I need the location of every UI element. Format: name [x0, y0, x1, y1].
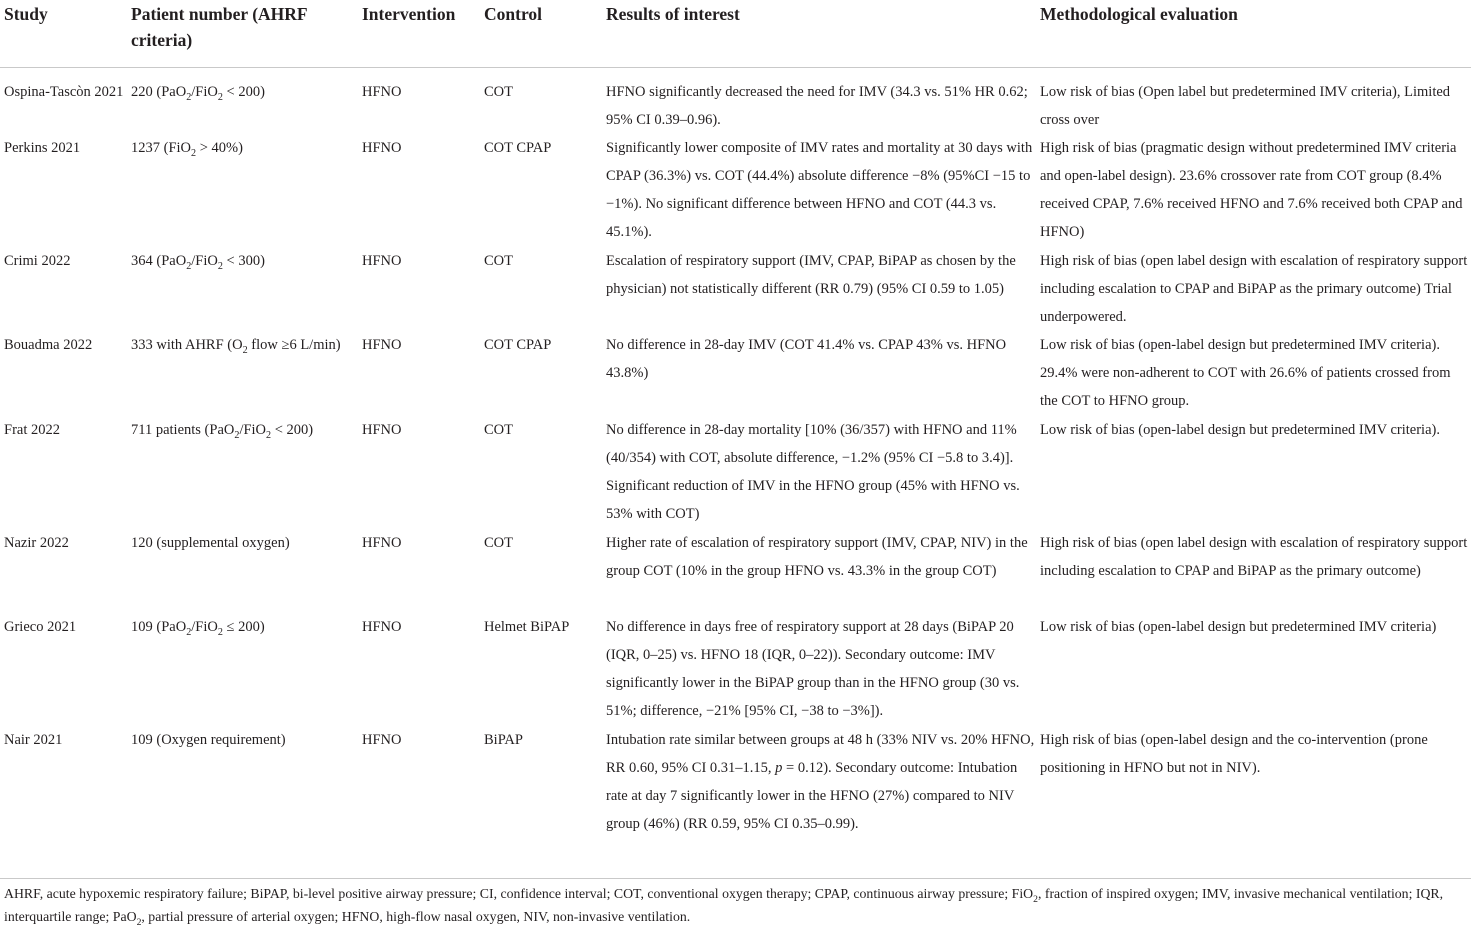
cell-study: [0, 134, 131, 246]
cell-study: [0, 78, 131, 134]
control-text: Helmet BiPAP: [484, 619, 570, 635]
patient-subscript: 2: [217, 260, 223, 272]
intervention-text: HFNO: [362, 535, 402, 551]
patient-subscript: 2: [217, 626, 223, 638]
intervention-text: HFNO: [362, 253, 402, 269]
control-text: COT: [484, 253, 513, 269]
patient-subscript: 2: [217, 91, 223, 103]
patient-text: /FiO: [191, 253, 218, 269]
control-text: COT: [484, 535, 513, 551]
methodology-text: Low risk of bias (Open label but predetermined IMV criteria), Limited cross over: [1040, 84, 1451, 128]
patient-subscript: 2: [234, 429, 240, 441]
cell-methodology: [1040, 247, 1471, 331]
patient-text: 1237 (FiO: [131, 140, 192, 156]
header-intervention: Intervention: [362, 4, 456, 24]
patient-text: /FiO: [191, 619, 218, 635]
header-results: Results of interest: [606, 4, 740, 24]
study-name: Perkins 2021: [4, 140, 81, 156]
cell-study: [0, 613, 131, 725]
patient-subscript: 2: [186, 626, 192, 638]
cell-study: [0, 416, 131, 528]
methodology-text: High risk of bias (open-label design and the co-intervention (prone positioning in HFNO but not in NIV).: [1040, 732, 1428, 776]
table-row: [0, 134, 1471, 246]
cell-control: [484, 613, 606, 725]
table-row: [0, 78, 1471, 134]
patient-text: 120 (supplemental oxygen): [131, 535, 290, 551]
methodology-text: High risk of bias (pragmatic design without predetermined IMV criteria and open-label design). 23.6% crossover rate from COT group (8.4% received CPAP, 7.6% received HFNO and 7.6% received both CPAP and HFNO): [1040, 140, 1463, 240]
cell-control: [484, 134, 606, 246]
results-text: HFNO significantly decreased the need for IMV (34.3 vs. 51% HR 0.62; 95% CI 0.39–0.96).: [606, 84, 1028, 128]
cell-control: [484, 416, 606, 528]
cell-results: [606, 247, 1040, 331]
patient-subscript: 2: [186, 91, 192, 103]
footnote-text-c: , partial pressure of arterial oxygen; HFNO, high-flow nasal oxygen, NIV, non-invasive ventilation.: [141, 909, 691, 924]
patient-text: 364 (PaO: [131, 253, 187, 269]
cell-results: [606, 529, 1040, 585]
study-name: Frat 2022: [4, 422, 60, 438]
patient-text: < 300): [222, 253, 265, 269]
cell-patient-number: [131, 613, 362, 725]
table-row: [0, 331, 1471, 415]
results-p-value: p: [775, 760, 783, 776]
cell-study: [0, 529, 131, 585]
study-name: Ospina-Tascòn 2021: [4, 84, 124, 100]
methodology-text: Low risk of bias (open-label design but predetermined IMV criteria). 29.4% were non-adherent to COT with 26.6% of patients crossed from the COT to HFNO group.: [1040, 337, 1451, 409]
cell-methodology: [1040, 726, 1471, 838]
methodology-text: Low risk of bias (open-label design but predetermined IMV criteria): [1040, 619, 1437, 635]
table-row: [0, 726, 1471, 838]
footnote-text-a: AHRF, acute hypoxemic respiratory failure; BiPAP, bi-level positive airway pressure; CI, confidence interval; COT, conventional oxygen therapy; CPAP, continuous airway pressure; FiO: [4, 886, 1034, 901]
cell-results: [606, 78, 1040, 134]
patient-text: < 200): [271, 422, 314, 438]
cell-intervention: [362, 529, 484, 585]
patient-text: ≤ 200): [222, 619, 265, 635]
patient-text: 109 (PaO: [131, 619, 187, 635]
patient-text: 711 patients (PaO: [131, 422, 235, 438]
cell-methodology: [1040, 78, 1471, 134]
control-text: BiPAP: [484, 732, 523, 748]
study-name: Grieco 2021: [4, 619, 77, 635]
footer-divider: [0, 878, 1471, 879]
results-text: No difference in 28-day IMV (COT 41.4% vs. CPAP 43% vs. HFNO 43.8%): [606, 337, 1007, 381]
cell-patient-number: [131, 134, 362, 246]
table-row: [0, 613, 1471, 725]
control-text: COT CPAP: [484, 337, 552, 353]
study-name: Nazir 2022: [4, 535, 69, 551]
cell-intervention: [362, 78, 484, 134]
intervention-text: HFNO: [362, 337, 402, 353]
cell-intervention: [362, 134, 484, 246]
intervention-text: HFNO: [362, 140, 402, 156]
patient-text: < 200): [222, 84, 265, 100]
header-patient-number: Patient number (AHRF criteria): [131, 4, 307, 50]
study-name: Crimi 2022: [4, 253, 71, 269]
results-text: No difference in days free of respiratory support at 28 days (BiPAP 20 (IQR, 0–25) vs. HFNO 18 (IQR, 0–22)). Secondary outcome: IMV significantly lower in the BiPAP group than in the HFNO group (30 vs. 51%; difference, −21% [95% CI, −38 to −3%]).: [606, 619, 1020, 719]
table-row: [0, 416, 1471, 528]
cell-results: [606, 134, 1040, 246]
cell-control: [484, 331, 606, 415]
methodology-text: High risk of bias (open label design with escalation of respiratory support including escalation to CPAP and BiPAP as the primary outcome): [1040, 535, 1468, 579]
patient-subscript: 2: [191, 147, 197, 159]
intervention-text: HFNO: [362, 619, 402, 635]
cell-intervention: [362, 613, 484, 725]
intervention-text: HFNO: [362, 732, 402, 748]
cell-methodology: [1040, 416, 1471, 528]
results-text: No difference in 28-day mortality [10% (36/357) with HFNO and 11% (40/354) with COT, absolute difference, −1.2% (95% CI −5.8 to 3.4)]. Significant reduction of IMV in the HFNO group (45% with HFNO vs. 53% with COT): [606, 422, 1020, 522]
results-text: Intubation rate similar between groups at 48 h (33% NIV vs. 20% HFNO, RR 0.60, 95% CI 0.31–1.15,: [606, 732, 1035, 776]
cell-control: [484, 529, 606, 585]
patient-text: 109 (Oxygen requirement): [131, 732, 286, 748]
intervention-text: HFNO: [362, 84, 402, 100]
cell-intervention: [362, 331, 484, 415]
control-text: COT CPAP: [484, 140, 552, 156]
cell-patient-number: [131, 726, 362, 838]
cell-intervention: [362, 416, 484, 528]
control-text: COT: [484, 422, 513, 438]
results-text: Higher rate of escalation of respiratory support (IMV, CPAP, NIV) in the group COT (10% in the group HFNO vs. 43.3% in the group COT): [606, 535, 1028, 579]
cell-results: [606, 416, 1040, 528]
results-text: = 0.12). Secondary outcome: Intubation rate at day 7 significantly lower in the HFNO (27%) compared to NIV group (46%) (RR 0.59, 95% CI 0.35–0.99).: [606, 760, 1018, 832]
patient-text: /FiO: [191, 84, 218, 100]
cell-study: [0, 726, 131, 838]
cell-intervention: [362, 247, 484, 331]
patient-subscript: 2: [266, 429, 272, 441]
cell-results: [606, 331, 1040, 415]
patient-subscript: 2: [186, 260, 192, 272]
cell-intervention: [362, 726, 484, 838]
table-header-row: [0, 0, 1471, 68]
methodology-text: Low risk of bias (open-label design but predetermined IMV criteria).: [1040, 422, 1440, 438]
patient-text: 333 with AHRF (O: [131, 337, 243, 353]
cell-patient-number: [131, 331, 362, 415]
header-methodology: Methodological evaluation: [1040, 4, 1238, 24]
cell-methodology: [1040, 529, 1471, 585]
study-name: Bouadma 2022: [4, 337, 93, 353]
cell-patient-number: [131, 416, 362, 528]
cell-patient-number: [131, 78, 362, 134]
control-text: COT: [484, 84, 513, 100]
cell-study: [0, 247, 131, 331]
footnote-sub-b: 2: [136, 916, 142, 928]
footnote-sub-a: 2: [1033, 893, 1038, 905]
cell-methodology: [1040, 613, 1471, 725]
cell-patient-number: [131, 247, 362, 331]
patient-text: > 40%): [196, 140, 243, 156]
patient-subscript: 2: [242, 344, 248, 356]
patient-text: 220 (PaO: [131, 84, 187, 100]
cell-results: [606, 726, 1040, 838]
table-footnote: [4, 882, 1469, 928]
cell-methodology: [1040, 134, 1471, 246]
footnote-text-b: , fraction of inspired oxygen; IMV, invasive mechanical ventilation; IQR, interquartile range; PaO: [4, 886, 1444, 924]
cell-control: [484, 247, 606, 331]
header-control: Control: [484, 4, 543, 24]
cell-study: [0, 331, 131, 415]
header-study: Study: [4, 4, 48, 24]
patient-text: flow ≥6 L/min): [247, 337, 341, 353]
methodology-text: High risk of bias (open label design with escalation of respiratory support including escalation to CPAP and BiPAP as the primary outcome) Trial underpowered.: [1040, 253, 1468, 325]
patient-text: /FiO: [239, 422, 267, 438]
cell-results: [606, 613, 1040, 725]
results-text: Significantly lower composite of IMV rates and mortality at 30 days with CPAP (36.3%) vs. COT (44.4%) absolute difference −8% (95%CI −15 to −1%). No significant difference between HFNO and COT (44.3 vs. 45.1%).: [606, 140, 1033, 240]
cell-patient-number: [131, 529, 362, 585]
results-text: Escalation of respiratory support (IMV, CPAP, BiPAP as chosen by the physician) not statistically different (RR 0.79) (95% CI 0.59 to 1.05): [606, 253, 1016, 297]
table-row: [0, 247, 1471, 331]
study-name: Nair 2021: [4, 732, 63, 748]
intervention-text: HFNO: [362, 422, 402, 438]
cell-methodology: [1040, 331, 1471, 415]
cell-control: [484, 78, 606, 134]
cell-control: [484, 726, 606, 838]
table-row: [0, 529, 1471, 585]
